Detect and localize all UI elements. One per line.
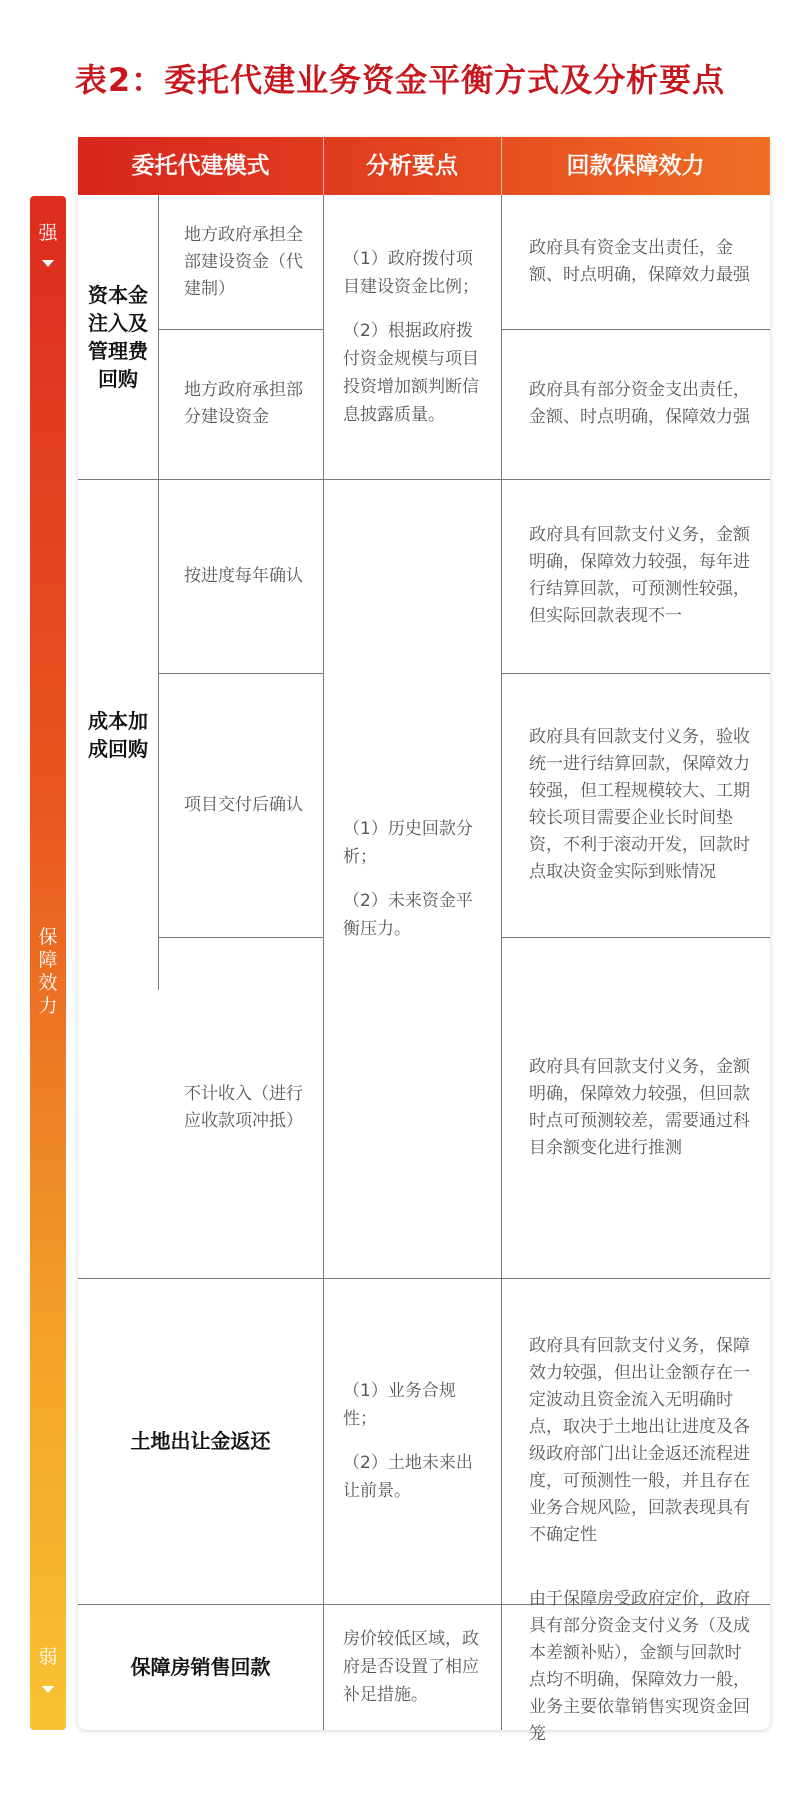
effect-after-delivery: 政府具有回款支付义务，验收统一进行结算回款，保障效力较强，但工程规模较大、工期较长项目需要企业长时间垫资，不利于滚动开发，回款时点取决资金实际到账情况 — [529, 727, 750, 882]
category-housing-sales: 保障房销售回款 — [130, 1655, 271, 1679]
analysis-point: （1）政府拨付项目建设资金比例； — [343, 249, 479, 297]
mode-after-delivery: 项目交付后确认 — [184, 794, 303, 815]
strength-bar-label — [30, 926, 66, 1018]
bar-label-text: 保障效力 — [38, 926, 58, 1017]
mode-partial-funding: 地方政府承担部分建设资金 — [184, 380, 303, 427]
effect-partial-funding: 政府具有部分资金支出责任，金额、时点明确，保障效力强 — [529, 380, 750, 427]
effect-housing-sales: 由于保障房受政府定价，政府具有部分资金支付义务（及成本差额补贴），金额与回款时点均不明确，保障效力一般，业务主要依靠销售实现资金回笼 — [529, 1589, 750, 1744]
effect-land-return: 政府具有回款支付义务，保障效力较强，但出让金额存在一定波动且资金流入无明确时点，取决于土地出让进度及各级政府部门出让金返还流程进度，可预测性一般，并且存在业务合规风险，回款表现具有不确定性 — [529, 1336, 750, 1545]
header-analysis: 分析要点 — [366, 153, 458, 179]
mode-full-funding: 地方政府承担全部建设资金（代建制） — [184, 224, 303, 299]
mode-annual-progress: 按进度每年确认 — [184, 565, 303, 586]
analysis-housing-sales — [323, 1604, 501, 1730]
page-title: 表2：委托代建业务资金平衡方式及分析要点 — [74, 61, 726, 99]
analysis-capital — [323, 195, 501, 479]
analysis-point: （2）土地未来出让前景。 — [343, 1453, 473, 1501]
down-arrow-icon — [42, 1686, 54, 1693]
analysis-point: 房价较低区域，政府是否设置了相应补足措施。 — [343, 1629, 479, 1705]
analysis-point: （1）业务合规性； — [343, 1381, 456, 1429]
table-header — [78, 137, 770, 195]
weak-label: 弱 — [38, 1646, 58, 1668]
category-capital: 资本金注入及管理费回购 — [88, 283, 148, 391]
down-arrow-icon — [42, 260, 54, 267]
effect-annual-progress: 政府具有回款支付义务，金额明确，保障效力较强，每年进行结算回款，可预测性较强，但实际回款表现不一 — [529, 525, 750, 626]
analysis-land-return — [323, 1278, 501, 1604]
strength-bar — [30, 196, 66, 1730]
effect-full-funding: 政府具有资金支出责任，金额、时点明确，保障效力最强 — [529, 238, 750, 285]
analysis-point: （2）未来资金平衡压力。 — [343, 890, 473, 939]
mode-no-revenue: 不计收入（进行应收款项冲抵） — [184, 1083, 303, 1131]
category-cost-plus: 成本加成回购 — [88, 708, 148, 761]
effect-no-revenue: 政府具有回款支付义务，金额明确，保障效力较强，但回款时点可预测较差，需要通过科目余额变化进行推测 — [529, 1056, 750, 1158]
analysis-cost-plus — [323, 479, 501, 1278]
strong-label: 强 — [38, 222, 58, 244]
category-land-return: 土地出让金返还 — [130, 1429, 271, 1453]
header-effect: 回款保障效力 — [566, 153, 705, 179]
analysis-point: （1）历史回款分析； — [343, 818, 473, 867]
header-mode: 委托代建模式 — [131, 153, 270, 179]
analysis-point: （2）根据政府拨付资金规模与项目投资增加额判断信息披露质量。 — [343, 321, 479, 425]
balance-table — [78, 137, 770, 1744]
